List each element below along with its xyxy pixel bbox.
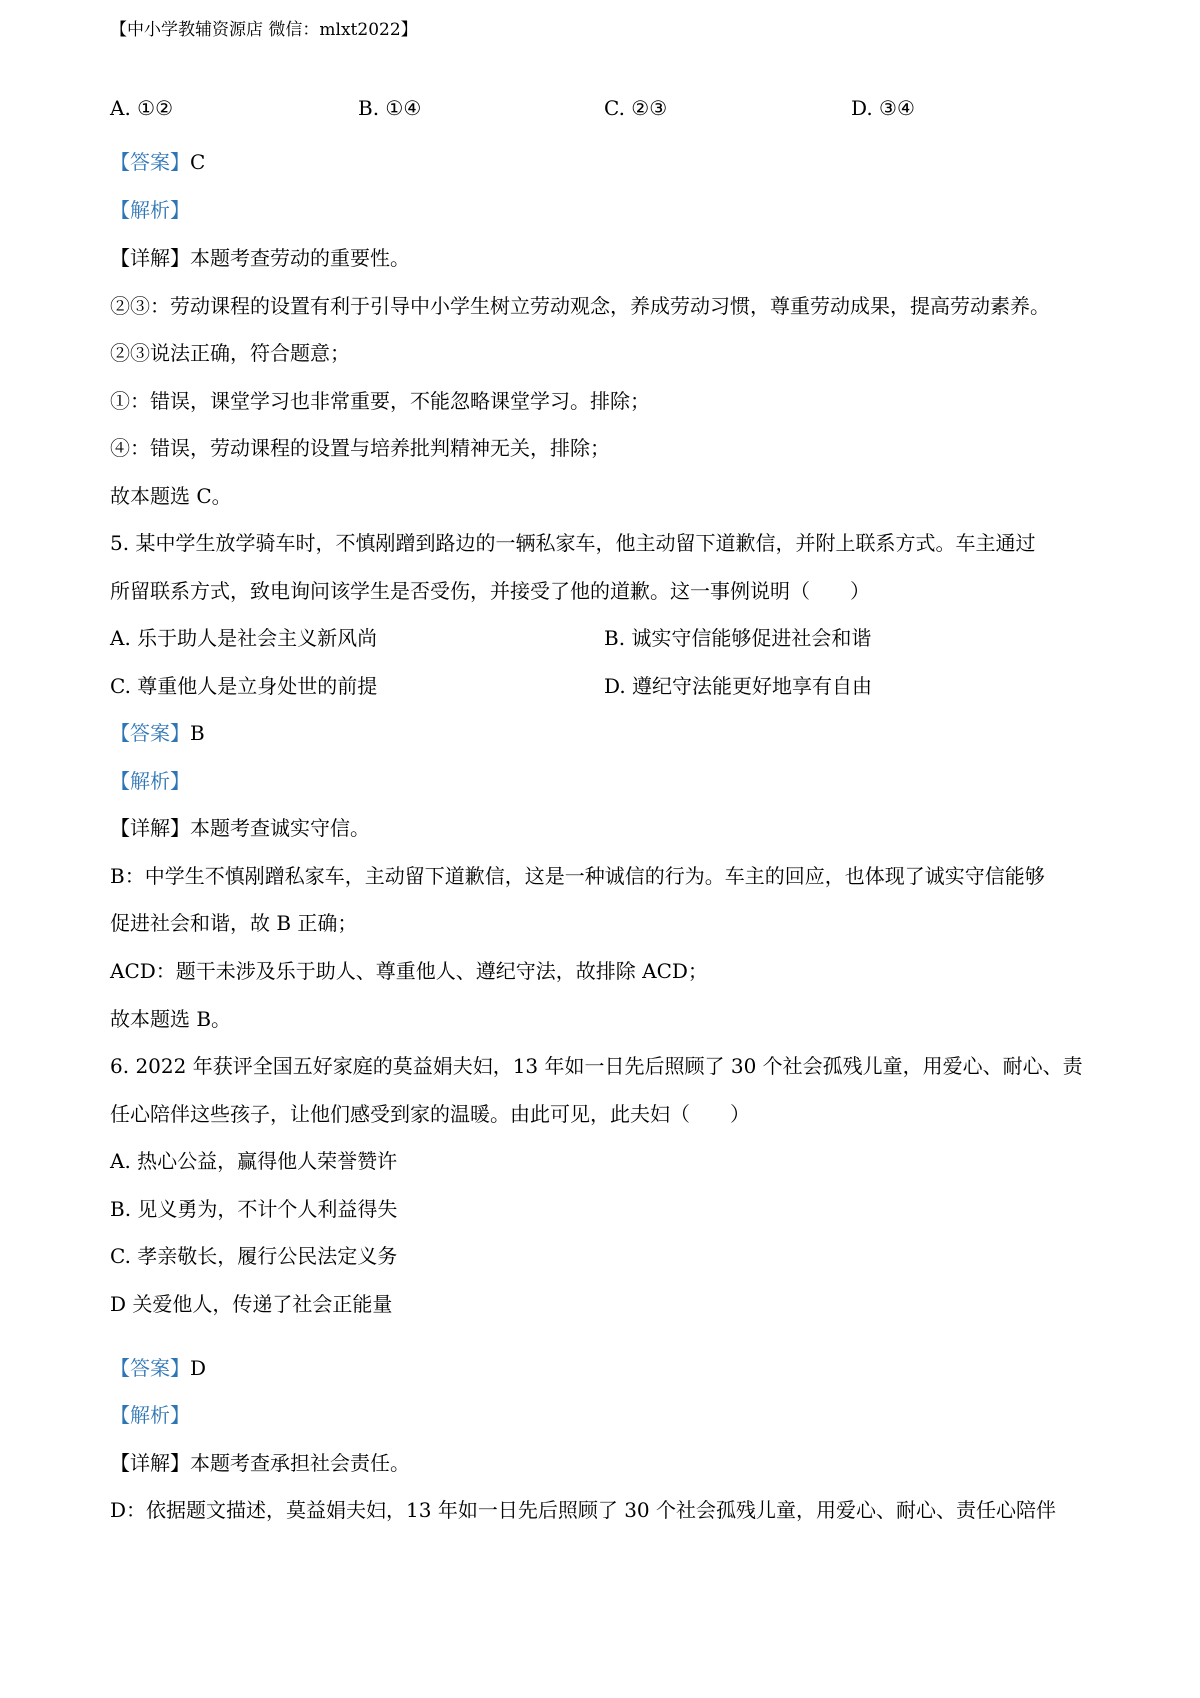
q4-answer <box>110 150 205 174</box>
q4-detail: 【详解】本题考查劳动的重要性。 <box>110 246 410 270</box>
answer-value: C <box>190 150 206 174</box>
answer-value: B <box>190 721 205 745</box>
answer-tag: 【答案】 <box>110 1356 190 1380</box>
q4-line: ②③说法正确，符合题意； <box>110 341 350 365</box>
q5-option-a: A. 乐于助人是社会主义新风尚 <box>110 626 378 650</box>
q6-line: D：依据题文描述，莫益娟夫妇，13 年如一日先后照顾了 30 个社会孤残儿童，用爱心、耐心、责任心陪伴 <box>110 1498 1057 1522</box>
q6-option-d: D 关爱他人，传递了社会正能量 <box>110 1292 393 1316</box>
answer-tag: 【答案】 <box>110 150 190 174</box>
q5-line: 促进社会和谐，故 B 正确； <box>110 911 358 935</box>
q5-line: 故本题选 B。 <box>110 1007 232 1031</box>
answer-value: D <box>190 1356 207 1380</box>
q4-option-d: D. ③④ <box>851 96 915 120</box>
q4-line: 故本题选 C。 <box>110 484 232 508</box>
q6-analysis-tag: 【解析】 <box>110 1403 190 1427</box>
q4-line: ④：错误，劳动课程的设置与培养批判精神无关，排除； <box>110 436 610 460</box>
q4-option-b: B. ①④ <box>358 96 422 120</box>
q6-option-c: C. 孝亲敬长，履行公民法定义务 <box>110 1244 398 1268</box>
q5-option-b: B. 诚实守信能够促进社会和谐 <box>604 626 872 650</box>
q5-stem-line: 5. 某中学生放学骑车时，不慎剐蹭到路边的一辆私家车，他主动留下道歉信，并附上联系方式。车主通过 <box>110 531 1036 555</box>
answer-tag: 【答案】 <box>110 721 190 745</box>
q4-line: ①：错误，课堂学习也非常重要，不能忽略课堂学习。排除； <box>110 389 650 413</box>
q5-detail: 【详解】本题考查诚实守信。 <box>110 816 370 840</box>
q5-line: ACD：题干未涉及乐于助人、尊重他人、遵纪守法，故排除 ACD； <box>110 959 708 983</box>
q5-analysis-tag: 【解析】 <box>110 769 190 793</box>
q5-stem-line: 所留联系方式，致电询问该学生是否受伤，并接受了他的道歉。这一事例说明（ ） <box>110 579 870 603</box>
q6-option-a: A. 热心公益，赢得他人荣誉赞许 <box>110 1149 398 1173</box>
q4-line: ②③：劳动课程的设置有利于引导中小学生树立劳动观念，养成劳动习惯，尊重劳动成果，提高劳动素养。 <box>110 294 1050 318</box>
q4-option-a: A. ①② <box>110 96 174 120</box>
q6-stem-line: 任心陪伴这些孩子，让他们感受到家的温暖。由此可见，此夫妇（ ） <box>110 1102 750 1126</box>
q6-option-b: B. 见义勇为，不计个人利益得失 <box>110 1197 398 1221</box>
q5-option-d: D. 遵纪守法能更好地享有自由 <box>604 674 873 698</box>
q4-analysis-tag: 【解析】 <box>110 198 190 222</box>
q6-detail: 【详解】本题考查承担社会责任。 <box>110 1451 410 1475</box>
q5-option-c: C. 尊重他人是立身处世的前提 <box>110 674 378 698</box>
page-header: 【中小学教辅资源店 微信：mlxt2022】 <box>110 20 418 40</box>
q6-stem-line: 6. 2022 年获评全国五好家庭的莫益娟夫妇，13 年如一日先后照顾了 30 个社会孤残儿童，用爱心、耐心、责 <box>110 1054 1083 1078</box>
q5-answer <box>110 721 205 745</box>
q4-option-c: C. ②③ <box>604 96 668 120</box>
q6-answer <box>110 1356 206 1380</box>
q5-line: B：中学生不慎剐蹭私家车，主动留下道歉信，这是一种诚信的行为。车主的回应，也体现了诚实守信能够 <box>110 864 1045 888</box>
